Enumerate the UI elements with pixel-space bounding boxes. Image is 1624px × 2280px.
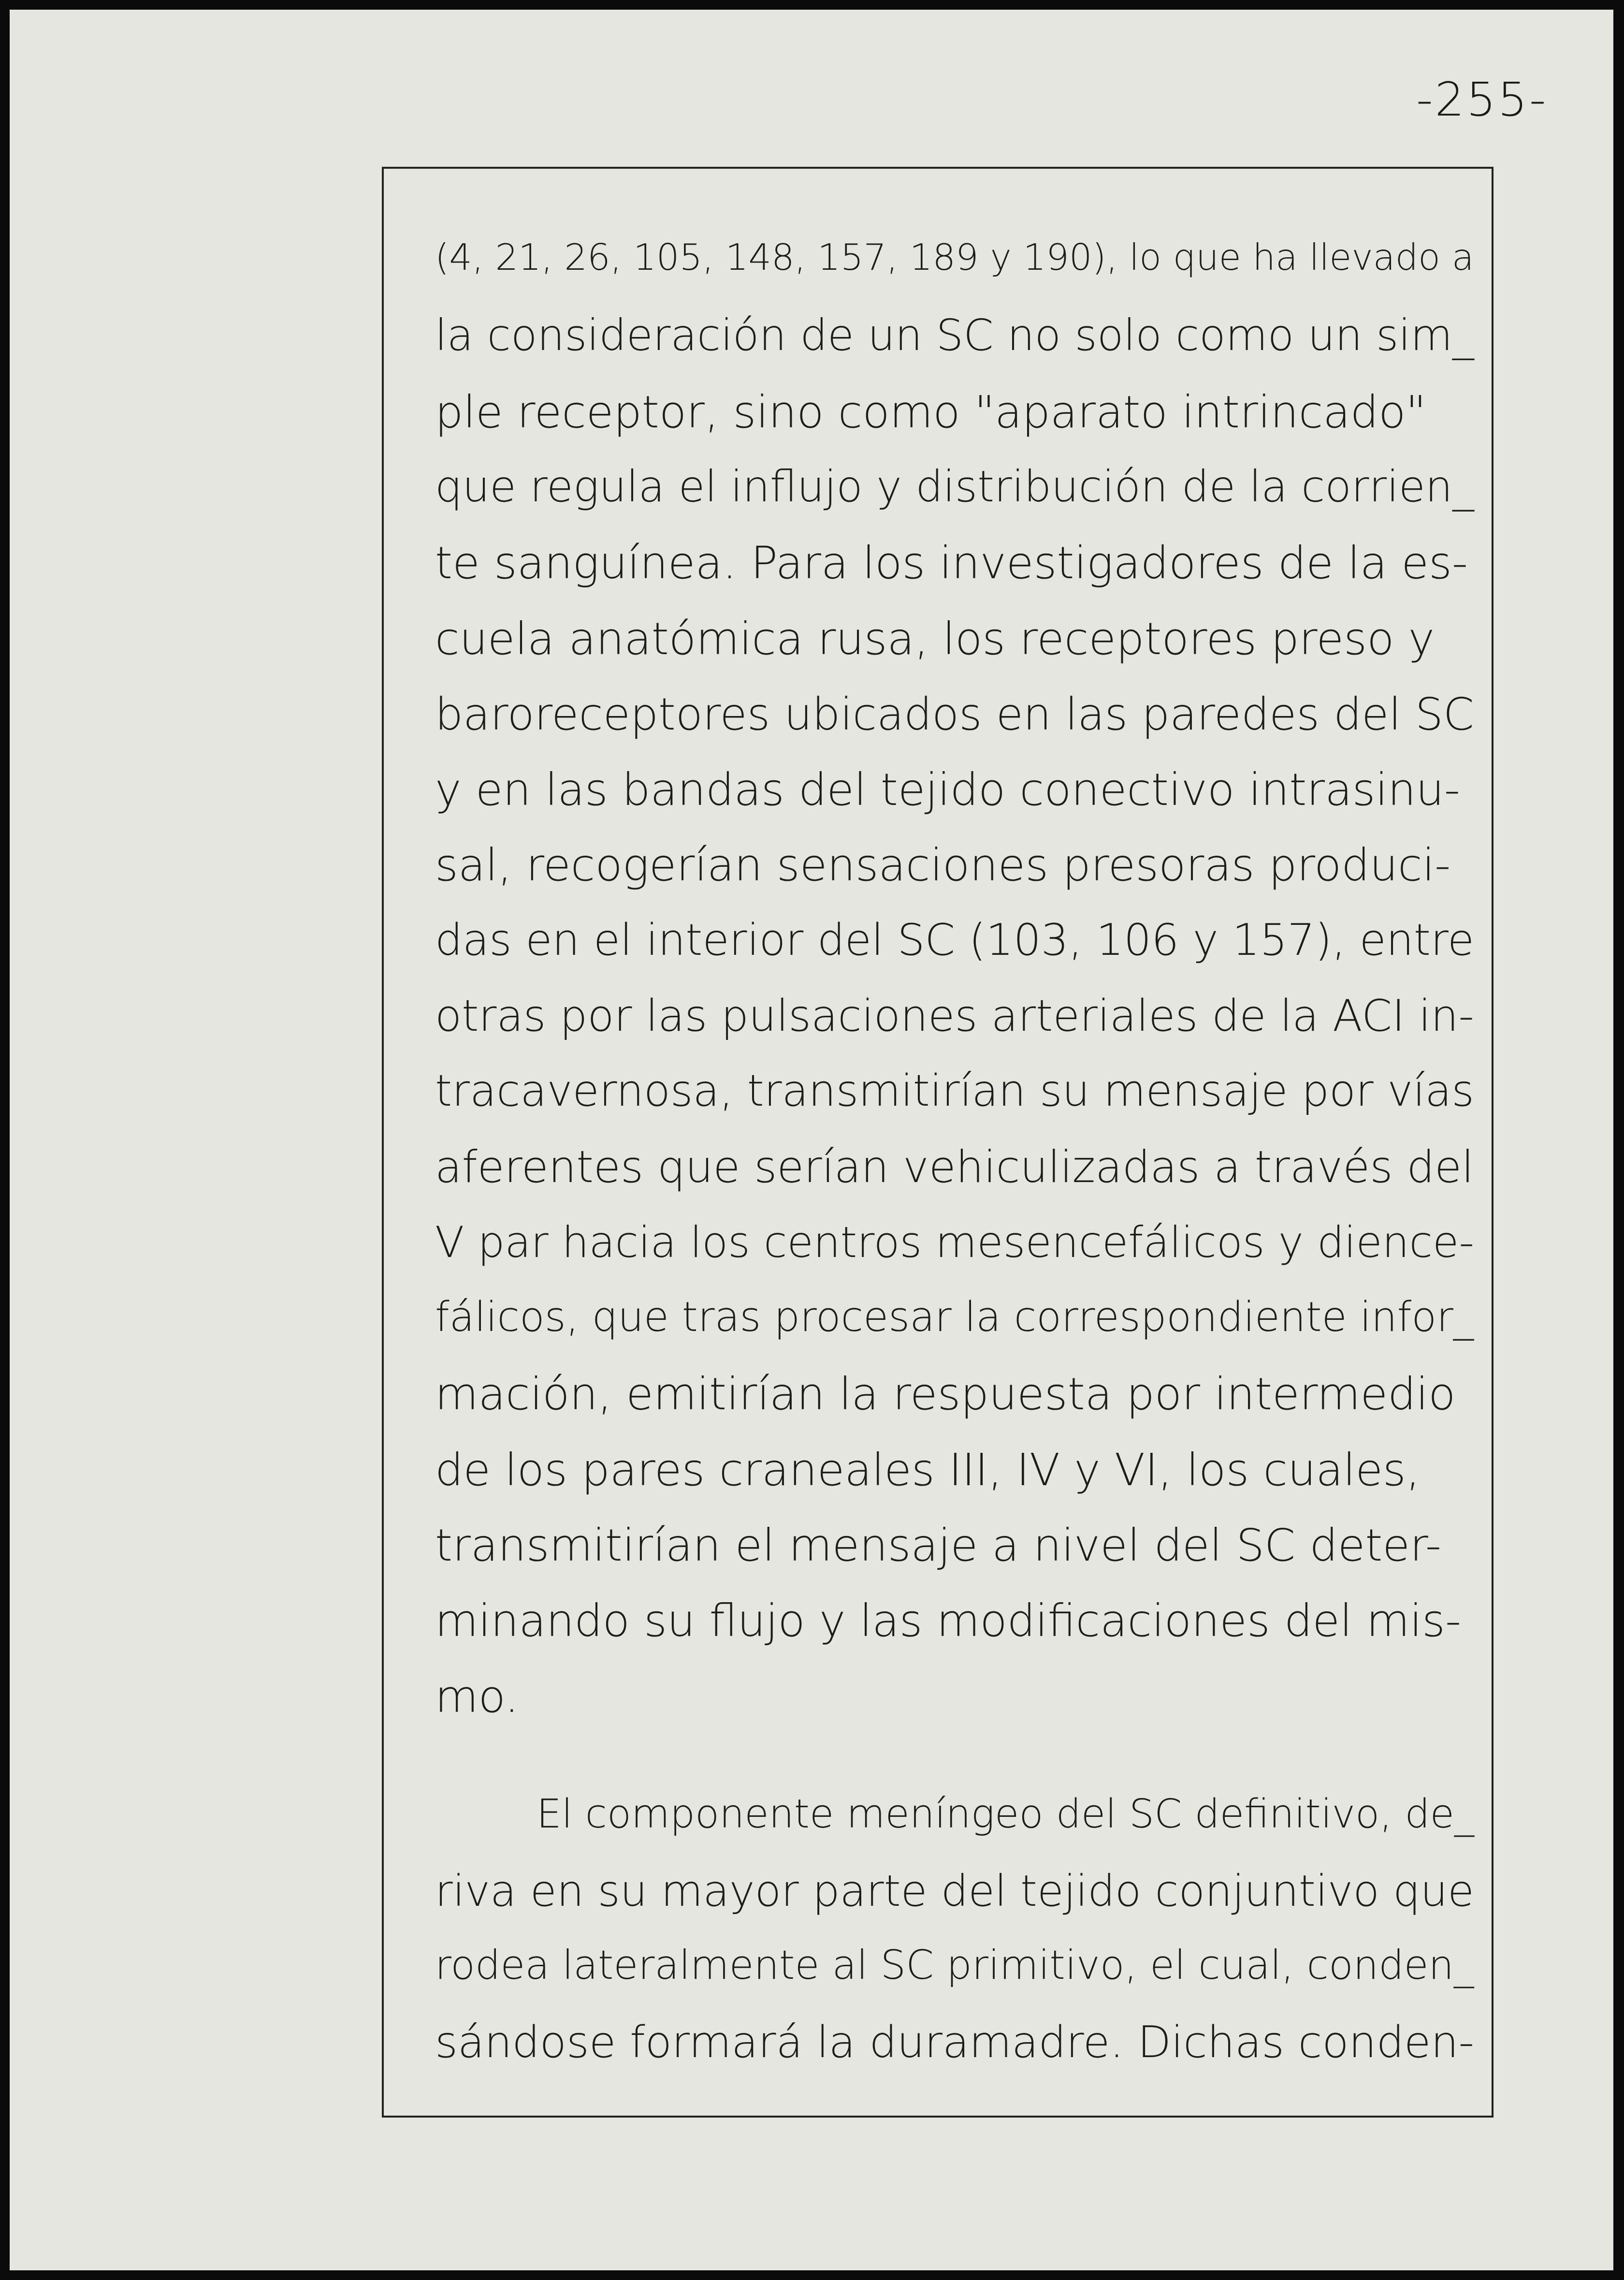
- text-line: la consideración de un SC no solo como un sim_: [435, 310, 1474, 361]
- text-line: otras por las pulsaciones arteriales de la ACI in-: [435, 991, 1474, 1041]
- text-line: V par hacia los centros mesencefálicos y dience-: [435, 1217, 1475, 1267]
- text-line: ple receptor, sino como "aparato intrincado": [435, 386, 1426, 438]
- text-line: que regula el influjo y distribución de la corrien_: [435, 462, 1474, 512]
- text-line: (4, 21, 26, 105, 148, 157, 189 y 190), lo que ha llevado a: [435, 236, 1474, 278]
- page-number: -255-: [1416, 73, 1548, 127]
- text-line: das en el interior del SC (103, 106 y 157), entre: [435, 915, 1475, 965]
- text-line: sándose formará la duramadre. Dichas conden-: [435, 2017, 1475, 2068]
- text-line: rodea lateralmente al SC primitivo, el cual, conden_: [435, 1942, 1474, 1988]
- text-line: cuela anatómica rusa, los receptores preso y: [435, 613, 1435, 665]
- text-line: tracavernosa, transmitirían su mensaje por vías: [435, 1066, 1475, 1116]
- text-line: riva en su mayor parte del tejido conjuntivo que: [435, 1866, 1474, 1916]
- text-line: transmitirían el mensaje a nivel del SC deter-: [435, 1520, 1442, 1571]
- text-line: te sanguínea. Para los investigadores de la es-: [435, 537, 1468, 589]
- text-line: minando su flujo y las modificaciones del mis-: [435, 1595, 1462, 1647]
- text-line: sal, recogerían sensaciones presoras produci-: [435, 839, 1451, 891]
- text-line: y en las bandas del tejido conectivo intrasinu-: [435, 764, 1460, 816]
- text-line: aferentes que serían vehiculizadas a través del: [435, 1142, 1474, 1193]
- text-line: mo.: [435, 1671, 519, 1723]
- text-line: baroreceptores ubicados en las paredes del SC: [435, 688, 1474, 740]
- text-line: fálicos, que tras procesar la correspondiente infor_: [435, 1293, 1474, 1341]
- text-line: El componente meníngeo del SC definitivo, de_: [536, 1791, 1475, 1837]
- text-line: de los pares craneales III, IV y VI, los cuales,: [435, 1444, 1421, 1496]
- text-line: mación, emitirían la respuesta por intermedio: [435, 1368, 1456, 1420]
